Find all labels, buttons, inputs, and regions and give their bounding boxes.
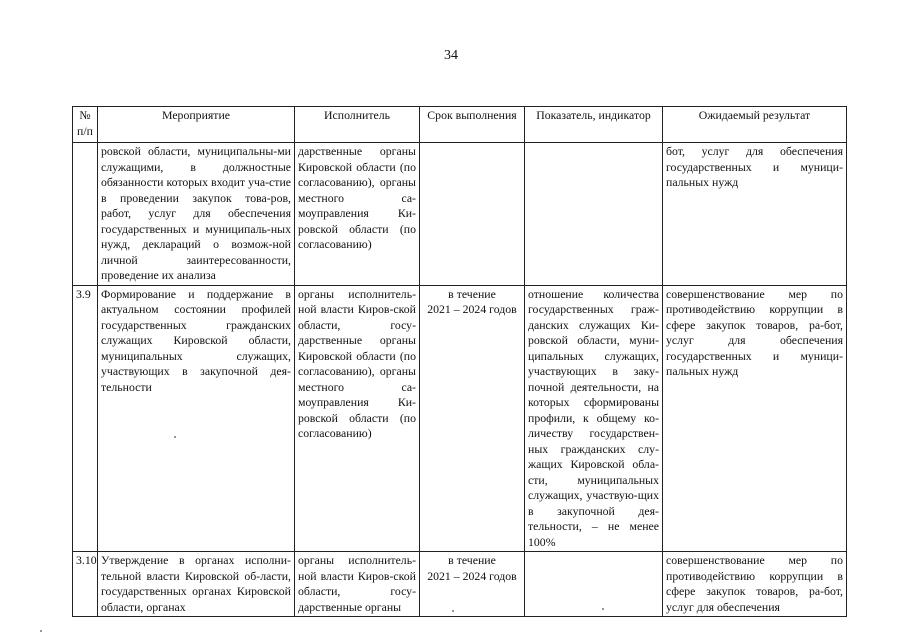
table-row — [73, 552, 847, 617]
row-activity: Утверждение в органах исполни-тельной власти Кировской об-ласти, государственных органах Кировской области, органах — [98, 552, 295, 617]
scan-speck — [602, 608, 604, 610]
row-result: бот, услуг для обеспечения государственных и муници-пальных нужд — [663, 143, 847, 286]
table-header-row — [73, 107, 847, 143]
header-indicator: Показатель, индикатор — [525, 107, 663, 143]
scan-speck — [452, 610, 454, 612]
row-result: совершенствование мер по противодействию коррупции в сфере закупок товаров, ра-бот, услуг для обеспечения государственных и муници-пальных нужд — [663, 285, 847, 552]
header-deadline: Срок выполнения — [420, 107, 525, 143]
header-result: Ожидаемый результат — [663, 107, 847, 143]
page-number: 34 — [444, 48, 458, 63]
header-executor: Исполнитель — [295, 107, 420, 143]
row-number: 3.9 — [73, 285, 98, 552]
row-indicator — [525, 552, 663, 617]
row-executor: органы исполнитель-ной власти Киров-ской области, госу-дарственные органы — [295, 552, 420, 617]
scan-speck — [174, 436, 176, 438]
row-activity: Формирование и поддержание в актуальном состоянии профилей государственных гражданских служащих Кировской области, муниципальных служащих, участвующих в закупочной дея-тельности — [98, 285, 295, 552]
row-executor: дарственные органы Кировской области (по согласованию), органы местного са-моуправления Ки-ровской области (по согласованию) — [295, 143, 420, 286]
scan-speck — [40, 630, 42, 632]
row-indicator: отношение количества государственных граж-данских служащих Ки-ровской области, муни-ципальных служащих, участвующих в заку-почной деятельности, на которых сформированы профили, к общему ко-личеству государствен-ных гражданских слу-жащих Кировской обла-сти, муниципальных служащих, участвую-щих в закупочной дея-тельности, – не менее 100% — [525, 285, 663, 552]
row-deadline — [420, 143, 525, 286]
row-deadline: в течение 2021 – 2024 годов — [420, 552, 525, 617]
row-executor: органы исполнитель-ной власти Киров-ской области, госу-дарственные органы Кировской области (по согласованию), органы местного са-моуправления Ки-ровской области (по согласованию) — [295, 285, 420, 552]
row-deadline: в течение 2021 – 2024 годов — [420, 285, 525, 552]
header-number: № п/п — [73, 107, 98, 143]
activities-table — [72, 106, 847, 617]
row-activity: ровской области, муниципальны-ми служащими, в должностные обязанности которых входит уча-стие в проведении закупок това-ров, работ, услуг для обеспечения государственных и муниципаль-ных нужд, деклараций о возмож-ной личной заинтересованности, проведение их анализа — [98, 143, 295, 286]
row-indicator — [525, 143, 663, 286]
row-number — [73, 143, 98, 286]
row-result: совершенствование мер по противодействию коррупции в сфере закупок товаров, ра-бот, услуг для обеспечения — [663, 552, 847, 617]
table-row — [73, 143, 847, 286]
header-activity: Мероприятие — [98, 107, 295, 143]
row-number: 3.10 — [73, 552, 98, 617]
table-row — [73, 285, 847, 552]
